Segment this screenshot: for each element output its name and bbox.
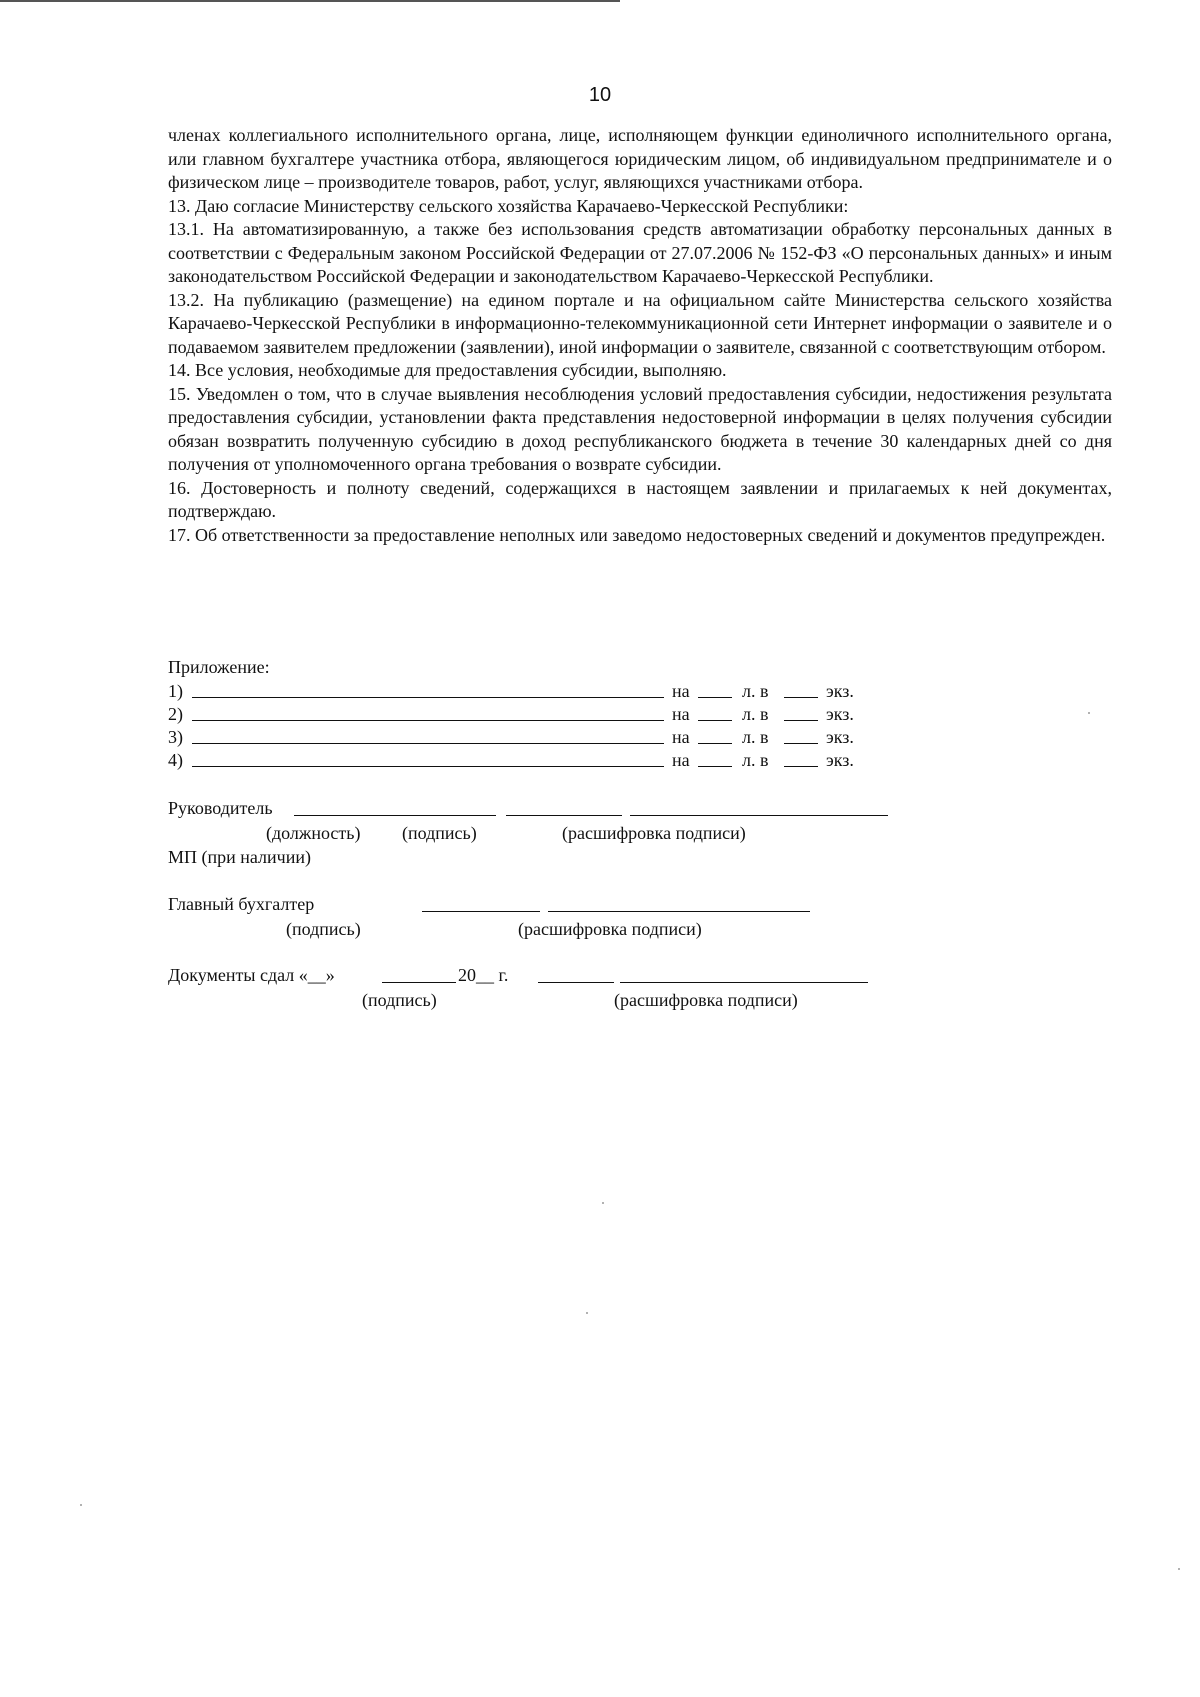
attachment-row	[168, 680, 868, 703]
attachment-na-label: на	[672, 727, 690, 747]
attachment-number: 1)	[168, 681, 183, 701]
scan-speck	[1088, 712, 1090, 714]
attachment-na-label: на	[672, 681, 690, 701]
submitted-year: 20__ г.	[458, 965, 509, 985]
submitted-month-line[interactable]	[382, 982, 456, 983]
attachment-sheets-line[interactable]	[698, 743, 732, 744]
attachment-copies-label: экз.	[826, 750, 854, 770]
accountant-decoding-line[interactable]	[548, 911, 810, 912]
attachment-number: 3)	[168, 727, 183, 747]
scan-speck	[1178, 1568, 1180, 1570]
submitted-signature-line[interactable]	[538, 982, 614, 983]
accountant-decoding-hint: (расшифровка подписи)	[518, 919, 702, 939]
head-signature-line[interactable]	[506, 815, 622, 816]
head-decoding-line[interactable]	[630, 815, 888, 816]
head-position-hint: (должность)	[266, 823, 361, 843]
attachment-sheets-line[interactable]	[698, 697, 732, 698]
attachment-sheets-line[interactable]	[698, 720, 732, 721]
paragraph-12-continuation: членах коллегиального исполнительного органа, лице, исполняющем функции единоличного исполнительного органа, или главном бухгалтере участника отбора, являющегося юридическим лицом, об индивидуальном предпринимателе и о физическом лице – производителе товаров, работ, услуг, являющихся участниками отбора.	[168, 125, 1112, 192]
head-signature-hint: (подпись)	[402, 823, 477, 843]
scan-speck	[602, 1202, 604, 1204]
attachment-copies-line[interactable]	[784, 720, 818, 721]
head-position-line[interactable]	[294, 815, 496, 816]
attachment-row	[168, 703, 868, 726]
attachment-na-label: на	[672, 704, 690, 724]
scan-speck	[586, 1312, 588, 1314]
submitted-decoding-hint: (расшифровка подписи)	[614, 990, 798, 1010]
attachment-sheets-label: л. в	[742, 681, 769, 701]
attachment-na-label: на	[672, 750, 690, 770]
attachment-row	[168, 726, 868, 749]
head-decoding-hint: (расшифровка подписи)	[562, 823, 746, 843]
submitted-decoding-line[interactable]	[620, 982, 868, 983]
scan-edge-line	[0, 0, 620, 2]
stamp-place: МП (при наличии)	[168, 847, 311, 867]
attachment-name-line[interactable]	[192, 766, 664, 767]
attachment-copies-label: экз.	[826, 727, 854, 747]
paragraph-17: 17. Об ответственности за предоставление неполных или заведомо недостоверных сведений и документов предупрежден.	[168, 524, 1106, 545]
paragraph-15: 15. Уведомлен о том, что в случае выявления несоблюдения условий предоставления субсидии, недостижения результата предоставления субсидии, установлении факта представления недостоверной информации в целях получения субсидии обязан возвратить полученную субсидию в доход республиканского бюджета в течение 30 календарных дней со дня получения от уполномоченного органа требования о возврате субсидии.	[168, 383, 1112, 474]
attachment-copies-line[interactable]	[784, 743, 818, 744]
attachment-copies-label: экз.	[826, 704, 854, 724]
attachment-copies-label: экз.	[826, 681, 854, 701]
attachment-row	[168, 749, 868, 772]
attachment-name-line[interactable]	[192, 743, 664, 744]
submitted-signature-hint: (подпись)	[362, 990, 437, 1010]
attachment-sheets-line[interactable]	[698, 766, 732, 767]
attachments-title: Приложение:	[168, 657, 270, 677]
submitted-label: Документы сдал «__»	[168, 965, 335, 985]
paragraph-13: 13. Даю согласие Министерству сельского хозяйства Карачаево-Черкесской Республики:	[168, 195, 849, 216]
attachment-sheets-label: л. в	[742, 727, 769, 747]
paragraph-13-2: 13.2. На публикацию (размещение) на едином портале и на официальном сайте Министерства сельского хозяйства Карачаево-Черкесской Республики в информационно-телекоммуникационной сети Интернет информации о заявителе и о подаваемом заявителем предложении (заявлении), иной информации о заявителе, связанной с соответствующим отбором.	[168, 289, 1112, 357]
paragraph-13-1: 13.1. На автоматизированную, а также без использования средств автоматизации обработку персональных данных в соответствии с Федеральным законом Российской Федерации от 27.07.2006 № 152-ФЗ «О персональных данных» и иным законодательством Российской Федерации и законодательством Карачаево-Черкесской Республики.	[168, 219, 1112, 286]
attachment-copies-line[interactable]	[784, 766, 818, 767]
accountant-label: Главный бухгалтер	[168, 894, 315, 914]
attachment-number: 4)	[168, 750, 183, 770]
accountant-signature-hint: (подпись)	[286, 919, 361, 939]
head-label: Руководитель	[168, 798, 273, 818]
attachment-sheets-label: л. в	[742, 750, 769, 770]
attachment-name-line[interactable]	[192, 720, 664, 721]
document-body	[168, 124, 1112, 547]
attachment-name-line[interactable]	[192, 697, 664, 698]
scan-speck	[80, 1504, 82, 1506]
paragraph-16: 16. Достоверность и полноту сведений, содержащихся в настоящем заявлении и прилагаемых к ней документах, подтверждаю.	[168, 477, 1112, 521]
attachment-number: 2)	[168, 704, 183, 724]
attachment-copies-line[interactable]	[784, 697, 818, 698]
paragraph-14: 14. Все условия, необходимые для предоставления субсидии, выполняю.	[168, 360, 727, 380]
page-number: 10	[588, 84, 612, 106]
accountant-signature-line[interactable]	[422, 911, 540, 912]
attachment-sheets-label: л. в	[742, 704, 769, 724]
